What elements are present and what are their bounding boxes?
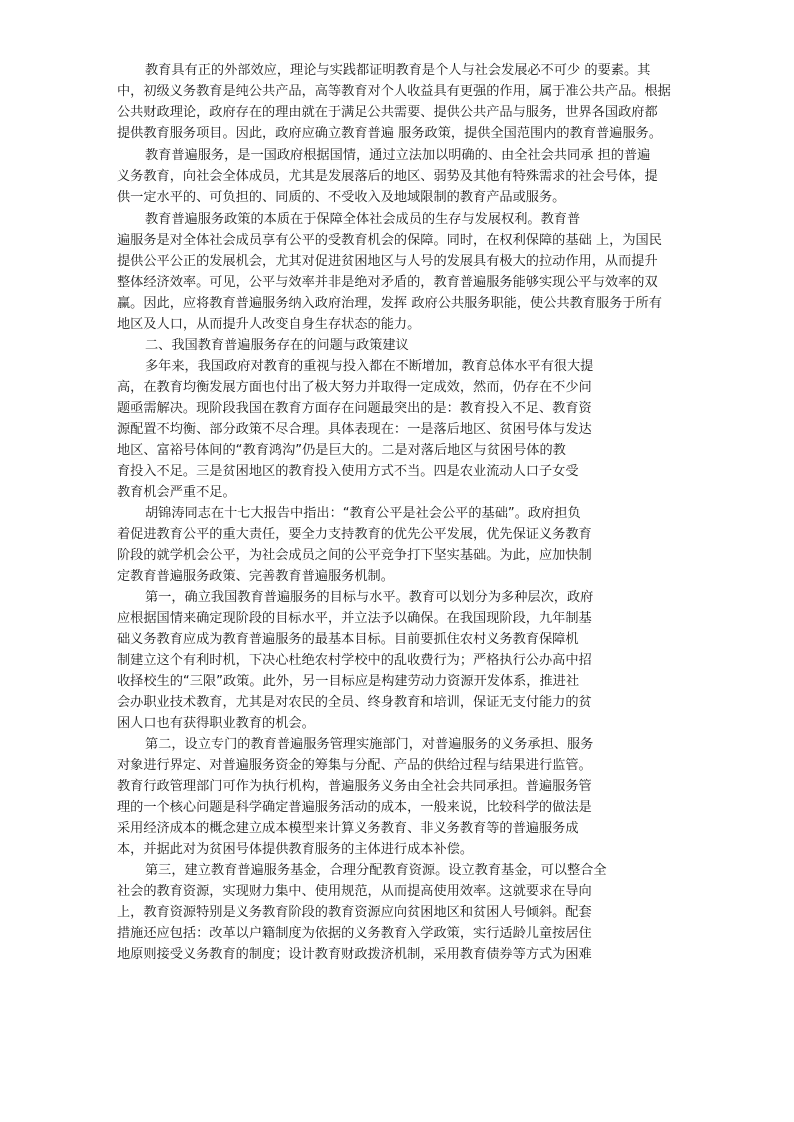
text-line: 采用经济成本的概念建立成本模型来计算义务教育、非义务教育等的普遍服务成 [117,821,579,836]
text-line: 提供公平公正的发展机会，尤其对促进贫困地区与人号的发展具有极大的拉动作用，从而提升 [117,254,658,269]
text-line: 提供教育服务项目。因此，政府应确立教育普遍 服务政策，提供全国范围内的教育普遍服务。 [117,126,662,141]
section-heading: 二、我国教育普遍服务存在的问题与政策建议 [145,338,409,353]
text-line: 供一定水平的、可负担的、同质的、不受收入及地域限制的教育产品或服务。 [117,190,566,205]
text-line: 赢。因此，应将教育普遍服务纳入政府治理，发挥 政府公共服务职能，使公共教育服务于所有 [117,296,662,311]
text-line: 本，并据此对为贫困号体提供教育服务的主体进行成本补偿。 [117,842,474,857]
text-line: 着促进教育公平的重大责任，要全力支持教育的优先公平发展，优先保证义务教育 [117,527,592,542]
text-line: 困人口也有获得职业教育的机会。 [117,716,315,731]
text-line: 对象进行界定、对普遍服务资金的筹集与分配、产品的供给过程与结果进行监管。 [117,758,592,773]
text-line: 教育具有正的外部效应，理论与实践都证明教育是个人与社会发展必不可少 的要素。其 [145,63,651,78]
text-line: 地原则接受义务教育的制度；设计教育财政拨济机制，采用教育债券等方式为困难 [117,947,592,962]
text-line: 础义务教育应成为教育普遍服务的最基本目标。目前要抓住农村义务教育保障机 [117,632,579,647]
text-line: 制建立这个有利时机，下决心杜绝农村学校中的乱收费行为；严格执行公办高中招 [117,653,592,668]
text-line: 理的一个核心问题是科学确定普遍服务活动的成本，一般来说，比较科学的做法是 [117,800,592,815]
text-line: 教育普遍服务，是一国政府根据国情，通过立法加以明确的、由全社会共同承 担的普遍 [145,148,651,163]
text-line: 定教育普遍服务政策、完善教育普遍服务机制。 [117,569,394,584]
text-line: 地区、富裕号体间的“教育鸿沟”仍是巨大的。二是对落后地区与贫困号体的教 [117,443,566,458]
text-line: 育投入不足。三是贫困地区的教育投入使用方式不当。四是农业流动人口子女受 [117,464,579,479]
text-line: 高，在教育均衡发展方面也付出了极大努力并取得一定成效，然而，仍存在不少问 [117,380,592,395]
text-line: 社会的教育资源，实现财力集中、使用规范，从而提高使用效率。这就要求在导向 [117,884,592,899]
text-line: 教育行政管理部门可作为执行机构，普遍服务义务由全社会共同承担。普遍服务管 [117,779,592,794]
text-line: 教育普遍服务政策的本质在于保障全体社会成员的生存与发展权利。教育普 [145,212,581,227]
text-line: 应根据国情来确定现阶段的目标水平，并立法予以确保。在我国现阶段，九年制基 [117,611,592,626]
text-line: 收择校生的“三限”政策。此外，另一目标应是构建劳动力资源开发体系，推进社 [117,674,580,689]
text-line: 地区及人口，从而提升人改变自身生存状态的能力。 [117,317,421,332]
text-line: 义务教育，向社会全体成员，尤其是发展落后的地区、弱势及其他有特殊需求的社会号体，提 [117,169,658,184]
text-line: 教育机会严重不足。 [117,485,236,500]
text-line: 第一，确立我国教育普遍服务的目标与水平。教育可以划分为多种层次，政府 [145,590,594,605]
text-line: 公共财政理论，政府存在的理由就在于满足公共需要、提供公共产品与服务，世界各国政府都 [117,105,658,120]
text-line: 中，初级义务教育是纯公共产品，高等教育对个人收益具有更强的作用，属于准公共产品。根据 [117,84,671,99]
text-line: 阶段的就学机会公平，为社会成员之间的公平竞争打下坚实基础。为此，应加快制 [117,548,592,563]
text-line: 整体经济效率。可见，公平与效率并非是绝对矛盾的，教育普遍服务能够实现公平与效率的双 [117,275,658,290]
text-line: 题亟需解决。现阶段我国在教育方面存在问题最突出的是：教育投入不足、教育资 [117,401,592,416]
text-line: 源配置不均衡、部分政策不尽合理。具体表现在：一是落后地区、贫困号体与发达 [117,422,592,437]
text-line: 第二，设立专门的教育普遍服务管理实施部门，对普遍服务的义务承担、服务 [145,737,594,752]
text-line: 上，教育资源特别是义务教育阶段的教育资源应向贫困地区和贫困人号倾斜。配套 [117,905,592,920]
text-line: 遍服务是对全体社会成员享有公平的受教育机会的保障。同时，在权利保障的基础 上，为国民 [117,233,662,248]
text-line: 会办职业技术教育，尤其是对农民的全员、终身教育和培训，保证无支付能力的贫 [117,695,592,710]
text-line: 第三，建立教育普遍服务基金，合理分配教育资源。设立教育基金，可以整合全 [145,863,607,878]
text-line: 多年来，我国政府对教育的重视与投入都在不断增加，教育总体水平有很大提 [145,359,594,374]
text-line: 措施还应包括：改革以户籍制度为依据的义务教育入学政策，实行适龄儿童按居住 [117,926,592,941]
text-line: 胡锦涛同志在十七大报告中指出：“教育公平是社会公平的基础”。政府担负 [145,506,581,521]
